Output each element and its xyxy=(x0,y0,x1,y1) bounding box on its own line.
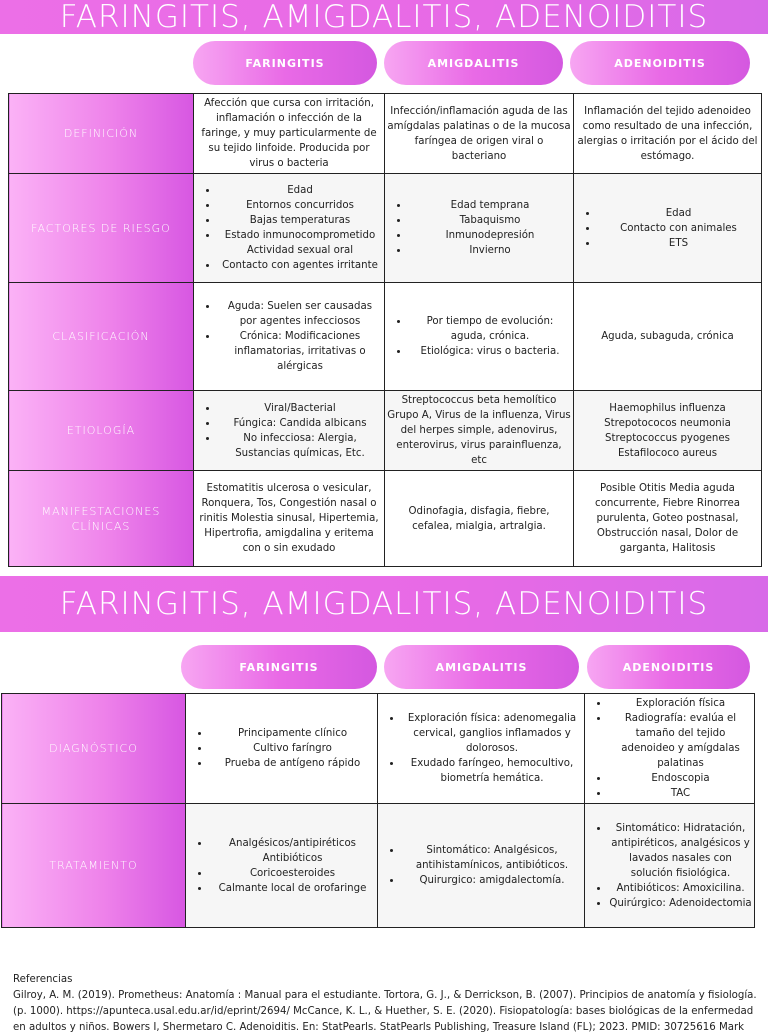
references-heading: Referencias xyxy=(13,974,73,985)
list-item: • Fúngica: Candida albicans xyxy=(218,416,382,431)
bullet-list xyxy=(576,206,759,251)
cell-text: Posible Otitis Media aguda concurrente, Fiebre Rinorrea purulenta, Goteo postnasal, Obstrucción nasal, Dolor de garganta, Halitosis xyxy=(594,483,741,554)
row-label: CLASIFICACIÓN xyxy=(9,283,194,391)
list-item: • Edad xyxy=(598,206,759,221)
table-cell xyxy=(385,94,574,174)
row-label: FACTORES DE RIESGO xyxy=(9,174,194,283)
table-cell xyxy=(585,804,755,928)
bullet-list xyxy=(587,696,752,801)
table-cell xyxy=(194,174,385,283)
list-item: • Bajas temperaturas xyxy=(218,213,382,228)
table-cell xyxy=(186,694,378,804)
list-item: • Sintomático: Analgésicos, antihistamínicos, antibióticos. xyxy=(402,843,582,873)
comparison-table-1 xyxy=(8,93,762,567)
list-item: • Antibióticos: Amoxicilina. xyxy=(609,881,752,896)
column-header-amigdalitis: AMIGDALITIS xyxy=(384,41,563,85)
list-item: • Inmunodepresión xyxy=(409,228,571,243)
page-title: FARINGITIS, AMIGDALITIS, ADENOIDITIS xyxy=(59,0,709,34)
list-item: • Quirurgico: amigdalectomía. xyxy=(402,873,582,888)
cell-text: Streptococcus beta hemolítico Grupo A, Virus de la influenza, Virus del herpes simple, adenovirus, enterovirus, virus parainfluenza, etc xyxy=(387,395,571,466)
table-row xyxy=(9,471,762,567)
list-item: • Principamente clínico xyxy=(210,726,375,741)
table-cell xyxy=(385,174,574,283)
table-cell xyxy=(385,391,574,471)
list-item: • TAC xyxy=(609,786,752,801)
table-cell xyxy=(385,471,574,567)
list-item: • Tabaquismo xyxy=(409,213,571,228)
row-label: DEFINICIÓN xyxy=(9,94,194,174)
bullet-list xyxy=(196,299,382,374)
title-banner-1 xyxy=(0,0,768,34)
table-cell xyxy=(574,471,762,567)
column-header-faringitis: FARINGITIS xyxy=(193,41,377,85)
bullet-list xyxy=(196,183,382,273)
bullet-list xyxy=(387,314,571,359)
list-item: • Endoscopia xyxy=(609,771,752,786)
table-cell xyxy=(194,391,385,471)
list-item: • Invierno xyxy=(409,243,571,258)
list-item: • No infecciosa: Alergia, Sustancias químicas, Etc. xyxy=(218,431,382,461)
bullet-list xyxy=(380,711,582,786)
table-cell xyxy=(186,804,378,928)
column-header-amigdalitis-2: AMIGDALITIS xyxy=(384,645,579,689)
table-cell xyxy=(574,283,762,391)
list-item: • Exploración física xyxy=(609,696,752,711)
list-item: • Calmante local de orofaringe xyxy=(210,881,375,896)
cell-text: Estomatitis ulcerosa o vesicular, Ronquera, Tos, Congestión nasal o rinitis Molestia sinusal, Hipertemia, Hipertrofia, amigdalina y eritema con o sin exudado xyxy=(199,483,379,554)
table-cell xyxy=(574,391,762,471)
comparison-table-2 xyxy=(1,693,755,928)
page-title-repeat: FARINGITIS, AMIGDALITIS, ADENOIDITIS xyxy=(59,586,709,622)
column-header-adenoiditis-2: ADENOIDITIS xyxy=(587,645,750,689)
bullet-list xyxy=(387,198,571,258)
cell-text: Haemophilus influenza Strepotococos neumonia Streptococcus pyogenes Estafilococo aureus xyxy=(604,402,731,459)
list-item: • Sintomático: Hidratación, antipiréticos, analgésicos y lavados nasales con solución fisiológica. xyxy=(609,821,752,881)
bullet-list xyxy=(196,401,382,461)
title-banner-2 xyxy=(0,576,768,632)
cell-text: Aguda, subaguda, crónica xyxy=(601,331,734,342)
bullet-list xyxy=(587,821,752,911)
table-cell xyxy=(385,283,574,391)
references xyxy=(13,972,758,1036)
list-item: • ETS xyxy=(598,236,759,251)
table-cell xyxy=(378,804,585,928)
table-cell xyxy=(574,94,762,174)
table-row xyxy=(2,804,755,928)
list-item: • Analgésicos/antipiréticos Antibióticos xyxy=(210,836,375,866)
cell-text: Odinofagia, disfagia, fiebre, cefalea, mialgia, artralgia. xyxy=(408,505,550,532)
table-cell xyxy=(378,694,585,804)
table-row xyxy=(2,694,755,804)
cell-text: Infección/inflamación aguda de las amígdalas palatinas o de la mucosa faríngea de origen viral o bacteriano xyxy=(387,105,571,162)
table-row xyxy=(9,283,762,391)
cell-text: Afección que cursa con irritación, inflamación o infección de la faringe, y muy particularmente de su tejido linfoide. Producida por virus o bacteria xyxy=(201,98,377,169)
list-item: • Por tiempo de evolución: aguda, crónica. xyxy=(409,314,571,344)
row-label: ETIOLOGÍA xyxy=(9,391,194,471)
table-cell xyxy=(585,694,755,804)
list-item: • Crónica: Modificaciones inflamatorias, irritativas o alérgicas xyxy=(218,329,382,374)
column-header-adenoiditis: ADENOIDITIS xyxy=(570,41,750,85)
bullet-list xyxy=(188,836,375,896)
row-label: MANIFESTACIONES CLÍNICAS xyxy=(9,471,194,567)
table-cell xyxy=(574,174,762,283)
table-cell xyxy=(194,471,385,567)
column-header-faringitis-2: FARINGITIS xyxy=(181,645,377,689)
list-item: • Aguda: Suelen ser causadas por agentes infecciosos xyxy=(218,299,382,329)
list-item: • Radiografía: evalúa el tamaño del tejido adenoideo y amígdalas palatinas xyxy=(609,711,752,771)
table-row xyxy=(9,94,762,174)
bullet-list xyxy=(188,726,375,771)
list-item: • Viral/Bacterial xyxy=(218,401,382,416)
table-cell xyxy=(194,94,385,174)
table-row xyxy=(9,391,762,471)
list-item: • Coricoesteroides xyxy=(210,866,375,881)
row-label: TRATAMIENTO xyxy=(2,804,186,928)
table-row xyxy=(9,174,762,283)
bullet-list xyxy=(380,843,582,888)
list-item: • Edad xyxy=(218,183,382,198)
list-item: • Contacto con animales xyxy=(598,221,759,236)
list-item: • Estado inmunocomprometido Actividad sexual oral xyxy=(218,228,382,258)
cell-text: Inflamación del tejido adenoideo como resultado de una infección, alergias o irritación por el ácido del estómago. xyxy=(577,105,758,162)
list-item: • Exudado faríngeo, hemocultivo, biometría hemática. xyxy=(402,756,582,786)
list-item: • Cultivo faríngro xyxy=(210,741,375,756)
list-item: • Prueba de antígeno rápido xyxy=(210,756,375,771)
references-text: Gilroy, A. M. (2019). Prometheus: Anatomía : Manual para el estudiante. Tortora, G. J., & Derrickson, B. (2007). Principios de anatomía y fisiología. (p. 1000). https://apunteca.usal.edu.ar/id/eprint/2694/ McCance, K. L., & Huether, S. E. (2020). Fisiopatología: bases biológicas de la enfermedad en adultos y niños. Bowers I, Shermetaro C. Adenoiditis. En: StatPearls. StatPearls Publishing, Treasure Island (FL); 2023. PMID: 30725616 Mark xyxy=(13,990,757,1033)
list-item: • Quirúrgico: Adenoidectomia xyxy=(609,896,752,911)
list-item: • Entornos concurridos xyxy=(218,198,382,213)
list-item: • Etiológica: virus o bacteria. xyxy=(409,344,571,359)
row-label: DIAGNÓSTICO xyxy=(2,694,186,804)
table-cell xyxy=(194,283,385,391)
list-item: • Exploración física: adenomegalia cervical, ganglios inflamados y dolorosos. xyxy=(402,711,582,756)
list-item: • Edad temprana xyxy=(409,198,571,213)
list-item: • Contacto con agentes irritante xyxy=(218,258,382,273)
